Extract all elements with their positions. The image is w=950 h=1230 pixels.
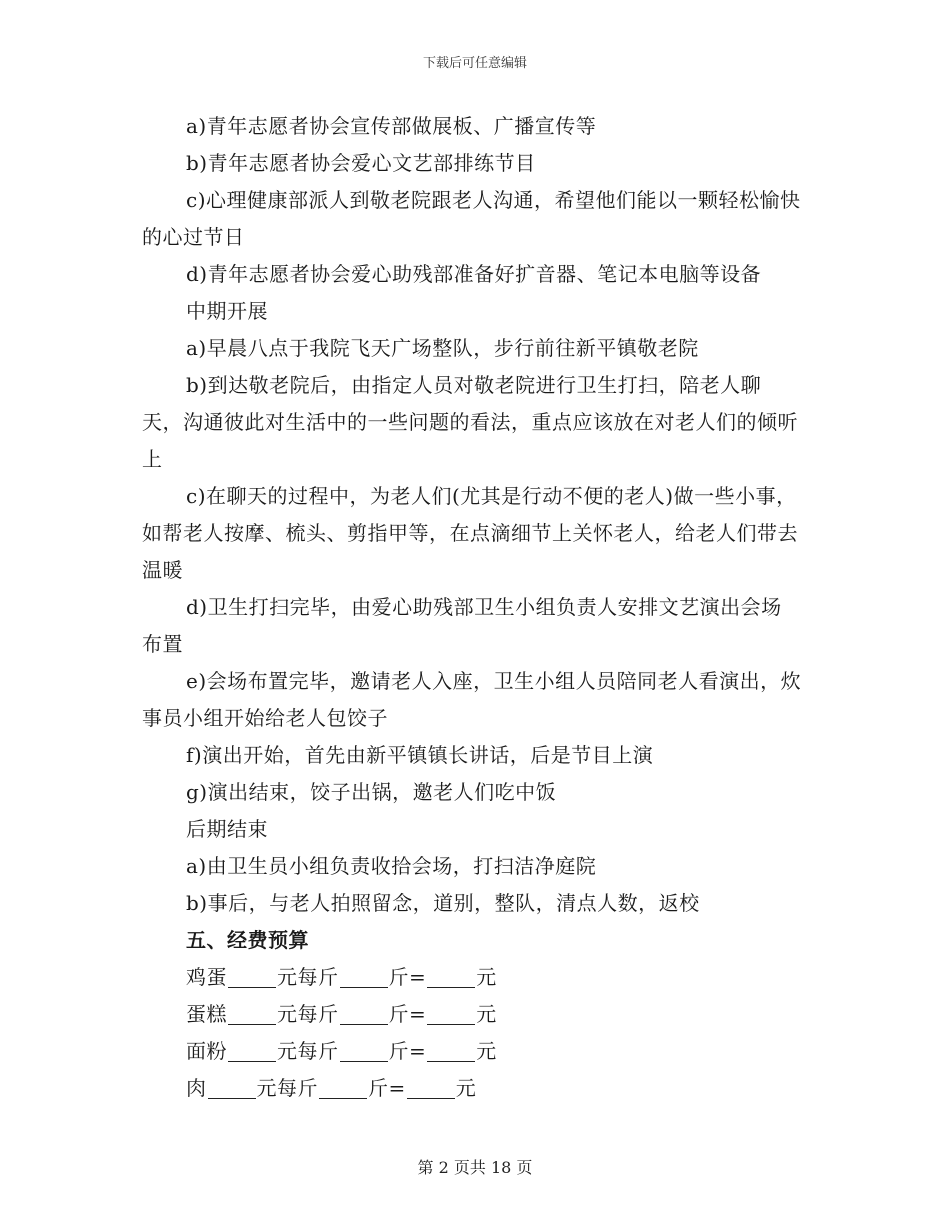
paragraph: a)青年志愿者协会宣传部做展板、广播宣传等 bbox=[186, 114, 597, 138]
blank-field bbox=[427, 1041, 475, 1062]
paragraph: b)青年志愿者协会爱心文艺部排练节目 bbox=[186, 151, 536, 175]
budget-item: 面粉 bbox=[186, 1039, 227, 1063]
total-text: 元 bbox=[476, 1002, 497, 1026]
paragraph: g)演出结束，饺子出锅，邀老人们吃中饭 bbox=[186, 780, 557, 804]
subheading-mid-phase: 中期开展 bbox=[186, 299, 268, 323]
paragraph: d)卫生打扫完毕，由爱心助残部卫生小组负责人安排文艺演出会场布置 bbox=[142, 595, 782, 656]
paragraph: e)会场布置完毕，邀请老人入座，卫生小组人员陪同老人看演出，炊事员小组开始给老人包饺子 bbox=[142, 669, 802, 730]
paragraph: a)由卫生员小组负责收拾会场，打扫洁净庭院 bbox=[186, 854, 597, 878]
blank-field bbox=[319, 1078, 367, 1099]
total-text: 元 bbox=[476, 965, 497, 989]
budget-item: 鸡蛋 bbox=[186, 965, 227, 989]
unit-text: 元每斤 bbox=[277, 1002, 339, 1026]
paragraph: b)事后，与老人拍照留念，道别，整队，清点人数，返校 bbox=[186, 891, 700, 915]
blank-field bbox=[340, 967, 388, 988]
unit-text: 元每斤 bbox=[277, 965, 339, 989]
subheading-late-phase: 后期结束 bbox=[186, 817, 268, 841]
budget-item: 肉 bbox=[186, 1076, 207, 1100]
paragraph: f)演出开始，首先由新平镇镇长讲话，后是节目上演 bbox=[186, 743, 654, 767]
qty-text: 斤= bbox=[388, 1002, 427, 1026]
budget-list bbox=[142, 959, 802, 1107]
blank-field bbox=[407, 1078, 455, 1099]
budget-item: 蛋糕 bbox=[186, 1002, 227, 1026]
blank-field bbox=[340, 1041, 388, 1062]
blank-field bbox=[427, 967, 475, 988]
blank-field bbox=[208, 1078, 256, 1099]
total-text: 元 bbox=[476, 1039, 497, 1063]
blank-field bbox=[228, 1041, 276, 1062]
budget-line bbox=[142, 1070, 802, 1107]
paragraph: c)心理健康部派人到敬老院跟老人沟通，希望他们能以一颗轻松愉快的心过节日 bbox=[142, 188, 801, 249]
blank-field bbox=[340, 1004, 388, 1025]
page-header: 下载后可任意编辑 bbox=[422, 56, 527, 71]
qty-text: 斤= bbox=[388, 1039, 427, 1063]
unit-text: 元每斤 bbox=[256, 1076, 318, 1100]
unit-text: 元每斤 bbox=[277, 1039, 339, 1063]
qty-text: 斤= bbox=[388, 965, 427, 989]
paragraph: d)青年志愿者协会爱心助残部准备好扩音器、笔记本电脑等设备 bbox=[186, 262, 762, 286]
qty-text: 斤= bbox=[368, 1076, 406, 1100]
blank-field bbox=[427, 1004, 475, 1025]
document-body bbox=[142, 108, 802, 1107]
budget-line bbox=[142, 1033, 802, 1070]
budget-line bbox=[142, 996, 802, 1033]
section-heading: 五、经费预算 bbox=[186, 928, 309, 952]
paragraph: b)到达敬老院后，由指定人员对敬老院进行卫生打扫，陪老人聊天，沟通彼此对生活中的一些问题的看法，重点应该放在对老人们的倾听上 bbox=[142, 373, 798, 471]
total-text: 元 bbox=[455, 1076, 477, 1100]
budget-line bbox=[142, 959, 802, 996]
paragraph: c)在聊天的过程中，为老人们(尤其是行动不便的老人)做一些小事，如帮老人按摩、梳头、剪指甲等，在点滴细节上关怀老人，给老人们带去温暖 bbox=[142, 484, 798, 582]
page-footer: 第 2 页共 18 页 bbox=[417, 1158, 533, 1177]
blank-field bbox=[228, 967, 276, 988]
blank-field bbox=[228, 1004, 276, 1025]
paragraph: a)早晨八点于我院飞天广场整队，步行前往新平镇敬老院 bbox=[186, 336, 699, 360]
